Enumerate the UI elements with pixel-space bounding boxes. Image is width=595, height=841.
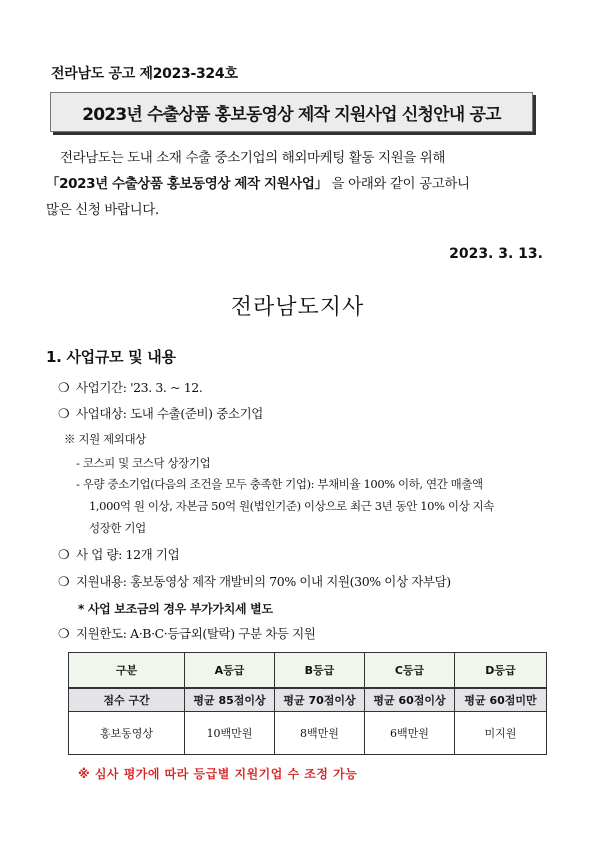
intro-line-1: 전라남도는 도내 소재 수출 중소기업의 해외마케팅 활동 지원을 위해	[60, 150, 446, 166]
exclusion-item-1: - 코스피 및 코스닥 상장기업	[76, 456, 211, 470]
exclusion-item-2-cont: 1,000억 원 이상, 자본금 50억 원(법인기준) 이상으로 최근 3년 동안 10% 이상 지속	[89, 499, 494, 513]
header-cell: A등급	[185, 653, 275, 689]
table-cell: 홍보동영상	[69, 712, 185, 755]
page-title: 2023년 수출상품 홍보동영상 제작 지원사업 신청안내 공고	[82, 104, 501, 125]
title-box	[50, 92, 533, 132]
bullet-icon: ❍	[58, 575, 70, 590]
list-item-period: ❍ 사업기간: '23. 3. ~ 12.	[58, 380, 203, 396]
table-cell: 점수 구간	[69, 688, 185, 712]
intro-line-2	[46, 171, 470, 197]
notice-date: 2023. 3. 13.	[449, 246, 543, 262]
list-item-target: ❍ 사업대상: 도내 수출(준비) 중소기업	[58, 406, 263, 422]
table-cell: 평균 60점미만	[455, 688, 547, 712]
list-item-content: ❍ 지원내용: 홍보동영상 제작 개발비의 70% 이내 지원(30% 이상 자부담)	[58, 574, 451, 590]
notice-number: 전라남도 공고 제2023-324호	[51, 66, 238, 82]
vat-note: * 사업 보조금의 경우 부가가치세 별도	[78, 602, 273, 616]
bullet-icon: ❍	[58, 548, 70, 563]
list-item-scale: ❍ 사 업 량: 12개 기업	[58, 547, 180, 563]
table-cell: 6백만원	[365, 712, 455, 755]
issuer: 전라남도지사	[230, 295, 365, 320]
exclusion-title: ※ 지원 제외대상	[64, 432, 146, 446]
section-heading: 1. 사업규모 및 내용	[46, 348, 176, 366]
intro-line-2-rest: 을 아래와 같이 공고하니	[327, 176, 470, 192]
table-cell: 평균 85점이상	[185, 688, 275, 712]
footnote: ※ 심사 평가에 따라 등급별 지원기업 수 조정 가능	[78, 767, 358, 781]
header-cell: B등급	[275, 653, 365, 689]
program-name: 「2023년 수출상품 홍보동영상 제작 지원사업」	[46, 176, 328, 192]
table-cell: 미지원	[455, 712, 547, 755]
table-row	[69, 688, 547, 712]
header-cell: D등급	[455, 653, 547, 689]
table-cell: 10백만원	[185, 712, 275, 755]
grade-table	[68, 652, 547, 755]
bullet-icon: ❍	[58, 627, 70, 642]
intro-line-3: 많은 신청 바랍니다.	[46, 202, 159, 218]
table-row	[69, 712, 547, 755]
list-item-limit: ❍ 지원한도: A·B·C·등급외(탈락) 구분 차등 지원	[58, 626, 316, 642]
exclusion-item-2-end: 성장한 기업	[89, 521, 146, 535]
table-cell: 평균 60점이상	[365, 688, 455, 712]
header-cell: C등급	[365, 653, 455, 689]
table-cell: 8백만원	[275, 712, 365, 755]
table-header-row	[69, 653, 547, 689]
table-cell: 평균 70점이상	[275, 688, 365, 712]
bullet-icon: ❍	[58, 381, 70, 396]
exclusion-item-2: - 우량 중소기업(다음의 조건을 모두 충족한 기업): 부채비율 100% 이하, 연간 매출액	[76, 477, 483, 491]
header-cell: 구분	[69, 653, 185, 689]
bullet-icon: ❍	[58, 407, 70, 422]
